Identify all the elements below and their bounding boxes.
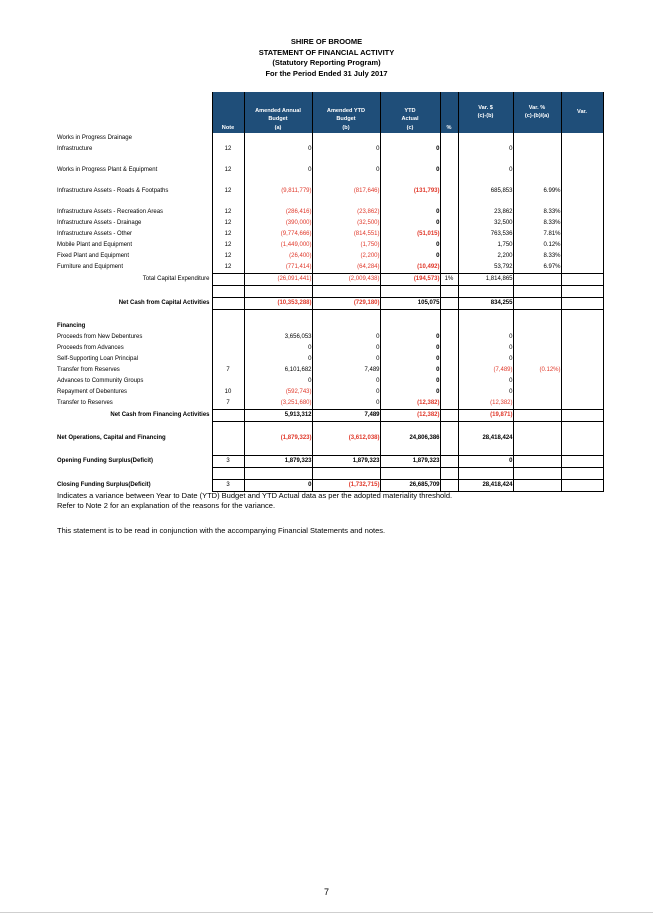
row-label: Self-Supporting Loan Principal	[57, 356, 139, 362]
row-label: Transfer to Reserves	[57, 400, 113, 407]
variance-dollar-header: Var. $ (c)-(b)	[458, 92, 513, 133]
table-row: Infrastructure Assets - Roads & Footpaths 12 (9,811,779) (817,646) (131,793) 685,853 6.99%	[57, 186, 603, 197]
row-label: Opening Funding Surplus(Deficit)	[57, 458, 153, 464]
variance-note	[57, 491, 452, 511]
variance-note-line2: Refer to Note 2 for an explanation of the reasons for the variance.	[57, 501, 276, 510]
variance-note-line1: Indicates a variance between Year to Date (YTD) Budget and YTD Actual data as per the adopted materiality threshold.	[57, 491, 453, 500]
row-label: Closing Funding Surplus(Deficit)	[57, 482, 151, 488]
amended-ytd-budget-header: Amended YTD Budget (b)	[312, 92, 380, 133]
row-label: Proceeds from New Debentures	[57, 334, 143, 340]
row-label: Furniture and Equipment	[57, 264, 124, 271]
table-row: Infrastructure 12 0 0 0 0	[57, 144, 603, 155]
table-row: Works in Progress Plant & Equipment 12 0 0 0 0	[57, 165, 603, 176]
table-row: Advances to Community Groups 0 0 0 0	[57, 376, 603, 387]
percent-column-header: %	[440, 92, 458, 133]
table-row: Self-Supporting Loan Principal 0 0 0 0	[57, 354, 603, 365]
row-label: Works in Progress Drainage	[57, 135, 132, 141]
row-label: Mobile Plant and Equipment	[57, 242, 133, 248]
conjunction-note: This statement is to be read in conjunction with the accompanying Financial Statements and notes.	[57, 526, 386, 535]
page-number: 7	[323, 887, 329, 897]
table-row: Closing Funding Surplus(Deficit) 3 0 (1,732,715) 26,685,709 28,418,424	[57, 480, 603, 492]
row-label: Repayment of Debentures	[57, 389, 128, 395]
row-label: Infrastructure Assets - Roads & Footpaths	[57, 188, 169, 194]
table-row: Net Cash from Financing Activities 5,913,312 7,489 (12,382) (19,871)	[57, 410, 603, 422]
table-row: Mobile Plant and Equipment 12 (1,449,000) (1,750) 0 1,750 0.12%	[57, 240, 603, 251]
statement-header	[0, 37, 653, 79]
row-label: Advances to Community Groups	[57, 378, 144, 384]
entity-name: SHIRE OF BROOME	[290, 37, 363, 46]
label-column-header	[57, 92, 212, 133]
table-row: Infrastructure Assets - Recreation Areas 12 (286,416) (23,862) 0 23,862 8.33%	[57, 207, 603, 218]
row-label: Net Cash from Capital Activities	[118, 300, 210, 306]
statement-period: For the Period Ended 31 July 2017	[265, 68, 388, 78]
row-label: Fixed Plant and Equipment	[57, 253, 130, 259]
row-label: Infrastructure Assets - Drainage	[57, 220, 142, 226]
amended-annual-budget-header: Amended Annual Budget (a)	[244, 92, 312, 133]
variance-percent-header: Var. % (c)-(b)/(a)	[513, 92, 561, 133]
table-row: Infrastructure Assets - Other 12 (9,774,666) (814,551) (51,015) 763,536 7.81%	[57, 229, 603, 240]
table-row	[57, 321, 603, 332]
row-label: Transfer from Reserves	[57, 367, 120, 373]
table-row: Fixed Plant and Equipment 12 (26,400) (2,200) 0 2,200 8.33%	[57, 251, 603, 262]
table-row: Opening Funding Surplus(Deficit) 3 1,879,323 1,879,323 1,879,323 0	[57, 456, 603, 468]
table-row: Repayment of Debentures 10 (592,743) 0 0 0	[57, 387, 603, 398]
ytd-actual-header: YTD Actual (c)	[380, 92, 440, 133]
page-bottom-divider	[0, 912, 653, 913]
table-row: Proceeds from Advances 0 0 0 0	[57, 343, 603, 354]
table-row: Transfer from Reserves 7 6,101,682 7,489 0 (7,489) (0.12%)	[57, 365, 603, 376]
variance-flag-header: Var.	[561, 92, 603, 133]
table-row: Transfer to Reserves 7 (3,251,680) 0 (12,382) (12,382)	[57, 398, 603, 410]
statement-subtitle: (Statutory Reporting Program)	[272, 58, 381, 67]
row-label: Infrastructure Assets - Other	[57, 231, 133, 237]
statement-title: STATEMENT OF FINANCIAL ACTIVITY	[258, 47, 395, 57]
row-label: Infrastructure Assets - Recreation Areas	[57, 209, 164, 215]
note-column-header: Note	[212, 92, 244, 133]
table-row: Net Cash from Capital Activities (10,353,288) (729,180) 105,075 834,255	[57, 298, 603, 310]
row-label: Proceeds from Advances	[57, 345, 124, 351]
row-label: Net Operations, Capital and Financing	[57, 435, 166, 441]
table-row: Infrastructure Assets - Drainage 12 (390,000) (32,500) 0 32,500 8.33%	[57, 218, 603, 229]
row-label: Total Capital Expenditure	[142, 276, 210, 282]
row-label: Works in Progress Plant & Equipment	[57, 167, 158, 173]
row-label: Infrastructure	[57, 146, 93, 152]
table-row: Proceeds from New Debentures 3,656,053 0 0 0	[57, 332, 603, 343]
table-row: Total Capital Expenditure (26,091,441) (2,009,438) (194,573) 1% 1,814,865	[57, 274, 603, 286]
section-heading: Financing	[57, 323, 86, 329]
financial-activity-table	[57, 92, 604, 492]
table-row: Furniture and Equipment 12 (771,414) (64,284) (10,492) 53,792 6.97%	[57, 262, 603, 274]
row-label: Net Cash from Financing Activities	[110, 412, 210, 418]
column-header-row	[57, 92, 603, 133]
table-row: Net Operations, Capital and Financing (1,879,323) (3,612,038) 24,806,386 28,418,424	[57, 433, 603, 444]
table-row	[57, 133, 603, 144]
